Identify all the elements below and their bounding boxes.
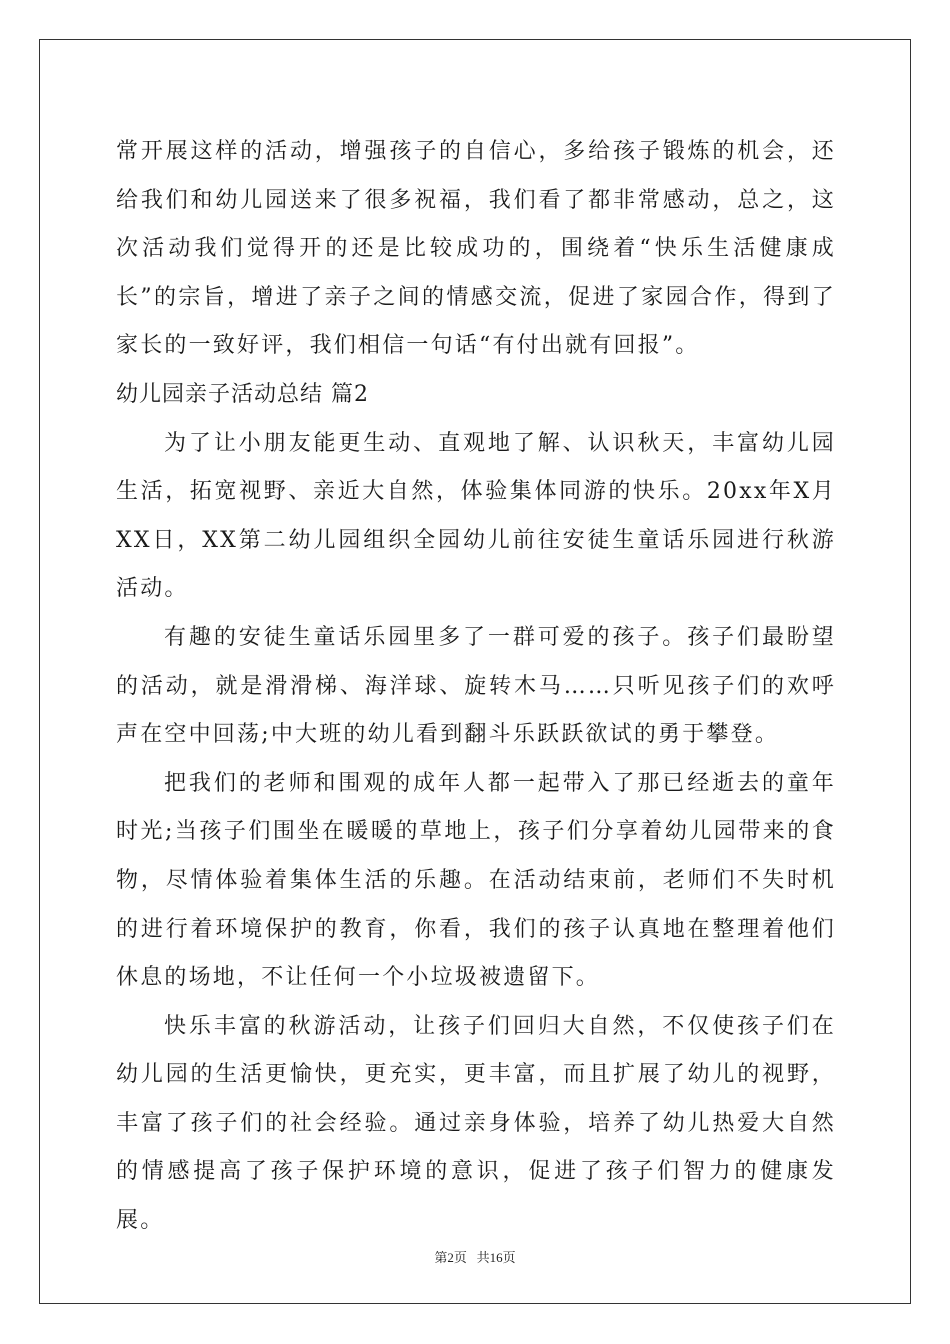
paragraph: 有趣的安徒生童话乐园里多了一群可爱的孩子。孩子们最盼望的活动，就是滑滑梯、海洋球、旋转木马……只听见孩子们的欢呼声在空中回荡;中大班的幼儿看到翻斗乐跃跃欲试的勇于攀登。 <box>116 624 836 748</box>
section-heading: 幼儿园亲子活动总结 篇2 <box>116 381 369 407</box>
page-total: 共16页 <box>476 1250 516 1265</box>
document-body <box>116 128 836 1246</box>
paragraph: 把我们的老师和围观的成年人都一起带入了那已经逝去的童年时光;当孩子们围坐在暖暖的草地上，孩子们分享着幼儿园带来的食物，尽情体验着集体生活的乐趣。在活动结束前，老师们不失时机的进行着环境保护的教育，你看，我们的孩子认真地在整理着他们休息的场地，不让任何一个小垃圾被遗留下。 <box>116 770 836 991</box>
page-footer <box>0 1247 950 1266</box>
paragraph-continuation: 常开展这样的活动，增强孩子的自信心，多给孩子锻炼的机会，还给我们和幼儿园送来了很多祝福，我们看了都非常感动，总之，这次活动我们觉得开的还是比较成功的，围绕着“快乐生活健康成长”的宗旨，增进了亲子之间的情感交流，促进了家园合作，得到了家长的一致好评，我们相信一句话“有付出就有回报”。 <box>116 139 836 359</box>
page-number: 第2页 <box>434 1250 467 1265</box>
paragraph: 为了让小朋友能更生动、直观地了解、认识秋天，丰富幼儿园生活，拓宽视野、亲近大自然，体验集体同游的快乐。20xx年X月XX日，XX第二幼儿园组织全园幼儿前往安徒生童话乐园进行秋游活动。 <box>116 430 836 602</box>
paragraph: 快乐丰富的秋游活动，让孩子们回归大自然，不仅使孩子们在幼儿园的生活更愉快，更充实，更丰富，而且扩展了幼儿的视野，丰富了孩子们的社会经验。通过亲身体验，培养了幼儿热爱大自然的情感提高了孩子保护环境的意识，促进了孩子们智力的健康发展。 <box>116 1013 836 1234</box>
